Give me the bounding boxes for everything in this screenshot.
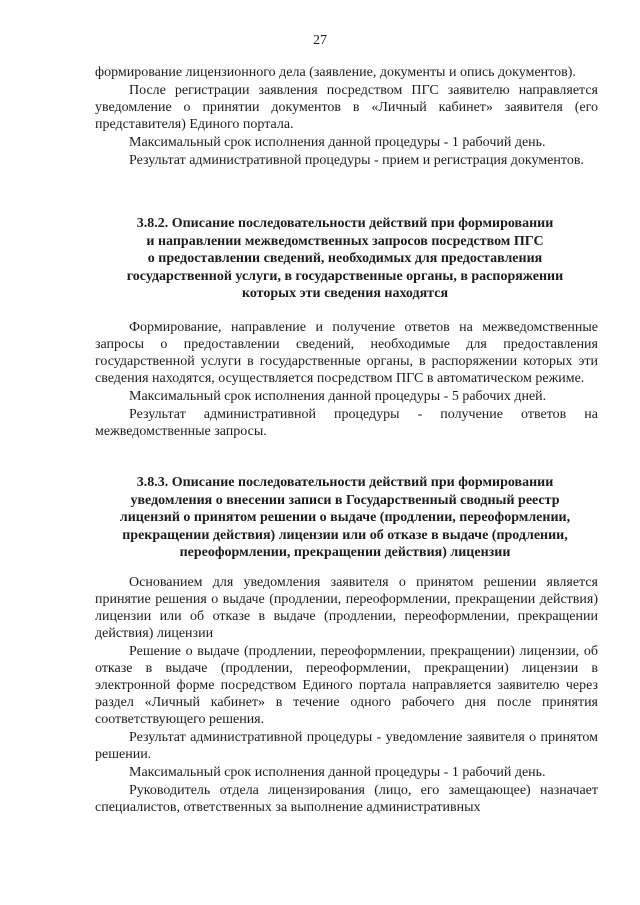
page-number: 27	[313, 33, 327, 48]
paragraph-top-continuation: формирование лицензионного дела (заявление, документы и опись документов).	[95, 65, 576, 80]
paragraph-max-term-383: Максимальный срок исполнения данной процедуры - 1 рабочий день.	[129, 765, 546, 780]
heading-line: государственной услуги, в государственные органы, в распоряжении	[126, 268, 564, 284]
heading-line: лицензий о принятом решении о выдаче (продлении, переоформлении,	[119, 510, 571, 525]
section-heading-3-8-2	[100, 215, 590, 303]
heading-line: и направлении межведомственных запросов посредством ПГС	[146, 233, 544, 249]
heading-line: 3.8.2. Описание последовательности действий при формировании	[136, 216, 554, 231]
section-3-8-3-body	[95, 574, 598, 817]
paragraph-max-term-top: Максимальный срок исполнения данной процедуры - 1 рабочий день.	[129, 135, 546, 150]
paragraph-interagency-requests: Формирование, направление и получение ответов на межведомственные запросы о предоставлении сведений, необходимые для предоставления государственной услуги в государственные органы, в распоряжении которых эти сведения находятся, осуществляется посредством ПГС в автоматическом режиме.	[95, 320, 598, 386]
paragraph-basis-for-notification: Основанием для уведомления заявителя о принятом решении является принятие решения о выдаче (продлении, переоформлении, прекращении действия) лицензии или об отказе в выдаче (продлении, переоформлении, прекращении действия) лицензии	[95, 575, 598, 641]
heading-line: 3.8.3. Описание последовательности действий при формировании	[136, 475, 554, 490]
section-3-8-2-body	[95, 319, 598, 441]
paragraph-result-top: Результат административной процедуры - прием и регистрация документов.	[129, 153, 584, 168]
paragraph-max-term-382: Максимальный срок исполнения данной процедуры - 5 рабочих дней.	[129, 389, 547, 404]
heading-line: о предоставлении сведений, необходимых для предоставления	[147, 251, 543, 266]
heading-line: уведомления о внесении записи в Государственный сводный реестр	[130, 492, 560, 508]
paragraph-result-383: Результат административной процедуры - уведомление заявителя о принятом решении.	[95, 730, 598, 762]
paragraph-result-382: Результат административной процедуры - получение ответов на межведомственные запросы.	[95, 407, 598, 439]
top-text-block	[95, 64, 598, 170]
heading-line: которых эти сведения находятся	[241, 286, 449, 301]
heading-line: переоформлении, прекращении действия) лицензии	[179, 545, 511, 560]
paragraph-head-of-licensing: Руководитель отдела лицензирования (лицо, его замещающее) назначает специалистов, ответственных за выполнение административных	[95, 783, 598, 815]
paragraph-registration-notice: После регистрации заявления посредством ПГС заявителю направляется уведомление о принятии документов в «Личный кабинет» заявителя (его представителя) Единого портала.	[95, 83, 598, 132]
paragraph-decision-electronic: Решение о выдаче (продлении, переоформлении, прекращении) лицензии, об отказе в выдаче (продлении, переоформлении, прекращении) лицензии в электронной форме посредством Единого портала направляется заявителю через раздел «Личный кабинет» в течение одного рабочего дня после принятия соответствующего решения.	[95, 644, 598, 727]
section-heading-3-8-3	[100, 474, 590, 562]
heading-line: прекращении действия) лицензии или об отказе в выдаче (продлении,	[122, 527, 568, 543]
